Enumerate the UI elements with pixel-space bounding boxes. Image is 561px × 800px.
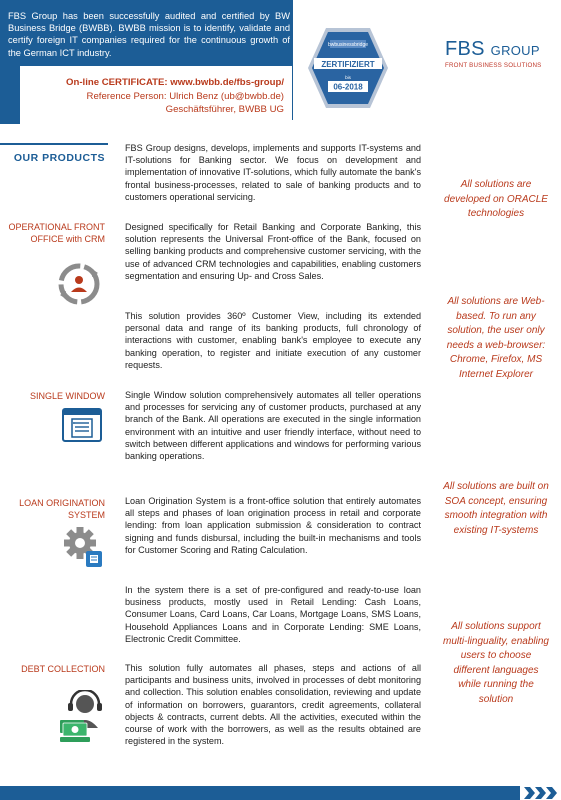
badge-main-text: ZERTIFIZIERT xyxy=(321,59,375,69)
header-divider-line xyxy=(292,0,293,120)
paragraph-company-intro: FBS Group designs, develops, implements and supports IT-systems and IT-solutions for Banking sector. We focus on development and implementation of innovative IT-solutions, which fully automate the bank's frontal business-processes, related to sale of banking products and to customers operational servicing. xyxy=(125,143,421,202)
logo-main-text: FBS xyxy=(445,38,485,60)
paragraph-loan-origination-1: Loan Origination System is a front-office solution that entirely automates all steps and phases of loan origination process in retail and corporate lending: from loan application submission & consideration to contract signing and funds disbursal, including the built-in mechanisms and tools for Customer Scoring and Rating Calculation. xyxy=(125,496,421,555)
paragraph-loan-origination-2: In the system there is a set of pre-configured and ready-to-use loan business products, mostly used in Retail Lending: Cash Loans, Consumer Loans, Card Loans, Car Loans, Mortgage Loans, SMS Loans, Household Appliances Loans and in Corporate Lending: SME Loans, Electronic Credit Committee. xyxy=(125,585,421,644)
debt-collection-icon xyxy=(58,690,104,744)
header-intro-text: FBS Group has been successfully audited and certified by BW Business Bridge (BWBB). BWBB mission is to identify, validate and certify foreign IT companies required for the continuous growth of the German ICT industry. xyxy=(8,11,290,58)
certificate-link[interactable]: On-line CERTIFICATE: www.bwbb.de/fbs-group/ xyxy=(66,77,284,88)
footer-arrows-icon xyxy=(520,786,561,800)
logo-main-suffix: GROUP xyxy=(490,43,540,58)
note-multilingual: All solutions support multi-linguality, enabling users to choose different languages while running the solution xyxy=(443,621,549,705)
section-rule xyxy=(0,143,108,145)
certification-badge xyxy=(306,26,390,110)
paragraph-operational-1: Designed specifically for Retail Banking and Corporate Banking, this solution represents the Universal Front-office of the Bank, focused on selling banking products and comprehensive customer servicing, with the use of advanced CRM technologies and capabilities, enabling customers segmentation and ensuring Up- and Cross Sales. xyxy=(125,222,421,281)
certificate-block xyxy=(20,76,284,117)
reference-person: Reference Person: Ulrich Benz (ub@bwbb.de) xyxy=(86,90,284,102)
section-our-products: OUR PRODUCTS xyxy=(13,152,105,164)
loan-gear-icon xyxy=(62,525,104,569)
crm-cycle-icon xyxy=(56,261,102,307)
header-blue-strip xyxy=(0,66,20,124)
paragraph-operational-2: This solution provides 360º Customer View, including its extended personal data and range of its banking products, full chronology of interactions with customer, enabling bank's employee to execute any banking operation, to register and initiate execution of any customer requests. xyxy=(125,311,421,370)
paragraph-debt-collection: This solution fully automates all phases, steps and actions of all participants and business units, involved in processes of debt monitoring and collection. This solution enables consolidation, reviewing and update of information on borrowers, guarantors, credit agreements, collateral objects & contracts, current debts. All the activities, executed within the course of work with the borrowers, as well as the results obtained are registered in the system. xyxy=(125,663,421,747)
badge-date: 06-2018 xyxy=(333,82,363,92)
logo-tagline: FRONT BUSINESS SOLUTIONS xyxy=(445,62,542,69)
badge-small-text: bis xyxy=(345,75,351,80)
section-operational: OPERATIONAL FRONT OFFICE with CRM xyxy=(8,222,105,244)
badge-top-text: bwbusinessbridge xyxy=(327,42,369,48)
reference-role: Geschäftsführer, BWBB UG xyxy=(165,104,284,115)
single-window-icon xyxy=(62,407,102,443)
note-soa: All solutions are built on SOA concept, ensuring smooth integration with existing IT-systems xyxy=(443,481,549,536)
footer-bar xyxy=(0,786,520,800)
note-web-based: All solutions are Web-based. To run any solution, the user only needs a web-browser: Chrome, Firefox, MS Internet Explorer xyxy=(446,296,546,380)
section-loan-origination: LOAN ORIGINATION SYSTEM xyxy=(19,498,105,520)
fbs-logo xyxy=(445,38,555,69)
section-single-window: SINGLE WINDOW xyxy=(29,391,105,401)
note-oracle: All solutions are developed on ORACLE technologies xyxy=(444,179,548,219)
paragraph-single-window: Single Window solution comprehensively automates all teller operations and processes for servicing any of customer products, purchased at any branch of the Bank. All operations are executed in the single information environment with an intuitive and user friendly interface, without need to switch between different applications and windows for performing various banking operations. xyxy=(125,390,421,462)
section-debt-collection: DEBT COLLECTION xyxy=(21,664,105,674)
